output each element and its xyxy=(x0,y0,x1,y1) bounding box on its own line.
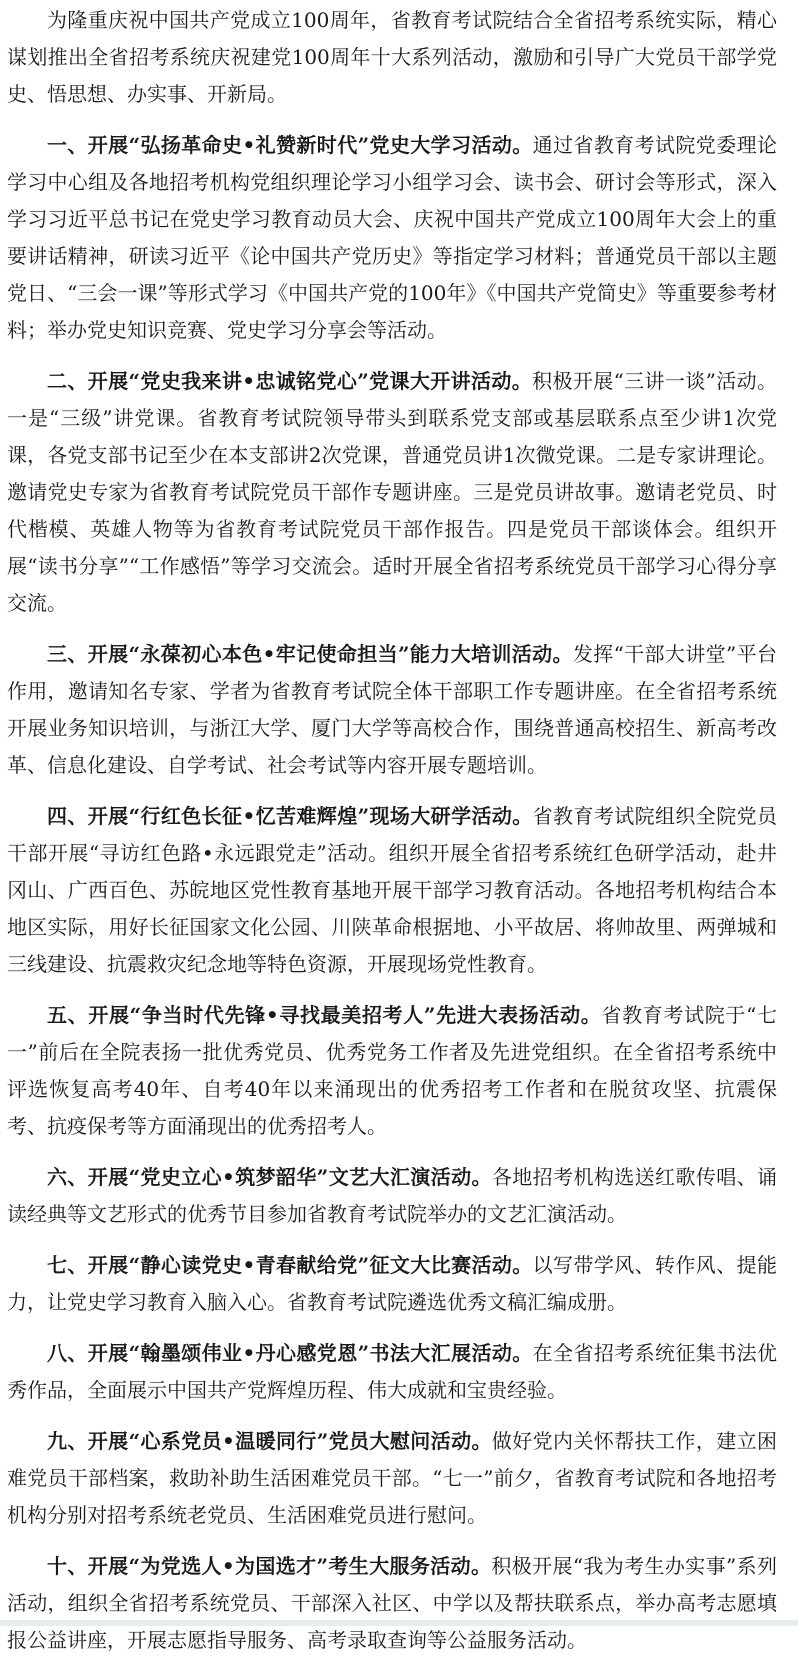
bottom-divider xyxy=(0,1620,798,1626)
activity-title: 三、开展“永葆初心本色•牢记使命担当”能力大培训活动。 xyxy=(47,642,573,666)
activity-paragraph-6 xyxy=(7,1159,777,1233)
activity-body: 通过省教育考试院党委理论学习中心组及各地招考机构党组织理论学习小组学习会、读书会、研讨会等形式，深入学习习近平总书记在党史学习教育动员大会、庆祝中国共产党成立100周年大会上的重要讲话精神，研读习近平《论中国共产党历史》等指定学习材料；普通党员干部以主题党日、“三会一课”等形式学习《中国共产党的100年》《中国共产党简史》等重要参考材料；举办党史知识竞赛、党史学习分享会等活动。 xyxy=(7,133,777,342)
activity-body: 在全省招考系统征集书法优秀作品，全面展示中国共产党辉煌历程、伟大成就和宝贵经验。 xyxy=(7,1341,777,1402)
activity-paragraph-7 xyxy=(7,1247,777,1321)
activity-paragraph-9 xyxy=(7,1423,777,1534)
activity-title: 七、开展“静心读党史•青春献给党”征文大比赛活动。 xyxy=(47,1253,533,1277)
activity-body: 省教育考试院于“七一”前后在全院表扬一批优秀党员、优秀党务工作者及先进党组织。在全省招考系统中评选恢复高考40年、自考40年以来涌现出的优秀招考工作者和在脱贫攻坚、抗震保考、抗疫保考等方面涌现出的优秀招考人。 xyxy=(7,1003,777,1138)
activity-paragraph-2 xyxy=(7,363,777,622)
activity-paragraph-10 xyxy=(7,1548,777,1659)
activity-body: 做好党内关怀帮扶工作，建立困难党员干部档案，救助补助生活困难党员干部。“七一”前夕，省教育考试院和各地招考机构分别对招考系统老党员、生活困难党员进行慰问。 xyxy=(7,1429,778,1527)
intro-text: 为隆重庆祝中国共产党成立100周年，省教育考试院结合全省招考系统实际，精心谋划推出全省招考系统庆祝建党100周年十大系列活动，激励和引导广大党员干部学党史、悟思想、办实事、开新局。 xyxy=(7,8,777,106)
activity-title: 四、开展“行红色长征•忆苦难辉煌”现场大研学活动。 xyxy=(47,804,533,828)
activity-body: 各地招考机构选送红歌传唱、诵读经典等文艺形式的优秀节目参加省教育考试院举办的文艺汇演活动。 xyxy=(7,1165,778,1226)
activity-title: 一、开展“弘扬革命史•礼赞新时代”党史大学习活动。 xyxy=(47,133,533,157)
activity-title: 十、开展“为党选人•为国选才”考生大服务活动。 xyxy=(47,1554,492,1578)
intro-paragraph xyxy=(7,2,777,113)
activity-paragraph-3 xyxy=(7,636,777,784)
activity-body: 以写带学风、转作风、提能力，让党史学习教育入脑入心。省教育考试院遴选优秀文稿汇编成册。 xyxy=(7,1253,777,1314)
activity-title: 九、开展“心系党员•温暖同行”党员大慰问活动。 xyxy=(47,1429,492,1453)
activity-body: 省教育考试院组织全院党员干部开展“寻访红色路•永远跟党走”活动。组织开展全省招考系统红色研学活动，赴井冈山、广西百色、苏皖地区党性教育基地开展干部学习教育活动。各地招考机构结合本地区实际，用好长征国家文化公园、川陕革命根据地、小平故居、将帅故里、两弹城和三线建设、抗震救灾纪念地等特色资源，开展现场党性教育。 xyxy=(7,804,777,976)
activity-paragraph-5 xyxy=(7,997,777,1145)
activity-title: 五、开展“争当时代先锋•寻找最美招考人”先进大表扬活动。 xyxy=(47,1003,602,1027)
activity-title: 八、开展“翰墨颂伟业•丹心感党恩”书法大汇展活动。 xyxy=(47,1341,533,1365)
activity-paragraph-4 xyxy=(7,798,777,983)
activity-paragraph-8 xyxy=(7,1335,777,1409)
activity-title: 二、开展“党史我来讲•忠诚铭党心”党课大开讲活动。 xyxy=(47,369,533,393)
activity-body: 积极开展“三讲一谈”活动。一是“三级”讲党课。省教育考试院领导带头到联系党支部或基层联系点至少讲1次党课，各党支部书记至少在本支部讲2次党课，普通党员讲1次微党课。二是专家讲理论。邀请党史专家为省教育考试院党员干部作专题讲座。三是党员讲故事。邀请老党员、时代楷模、英雄人物等为省教育考试院党员干部作报告。四是党员干部谈体会。组织开展“读书分享”“工作感悟”等学习交流会。适时开展全省招考系统党员干部学习心得分享交流。 xyxy=(7,369,778,615)
activity-body: 积极开展“我为考生办实事”系列活动，组织全省招考系统党员、干部深入社区、中学以及帮扶联系点，举办高考志愿填报公益讲座，开展志愿指导服务、高考录取查询等公益服务活动。 xyxy=(7,1554,777,1652)
activity-body: 发挥“干部大讲堂”平台作用，邀请知名专家、学者为省教育考试院全体干部职工作专题讲座。在全省招考系统开展业务知识培训，与浙江大学、厦门大学等高校合作，围绕普通高校招生、新高考改革、信息化建设、自学考试、社会考试等内容开展专题培训。 xyxy=(7,642,777,777)
activity-paragraph-1 xyxy=(7,127,777,349)
activity-title: 六、开展“党史立心•筑梦韶华”文艺大汇演活动。 xyxy=(47,1165,492,1189)
article-body xyxy=(7,2,777,1673)
